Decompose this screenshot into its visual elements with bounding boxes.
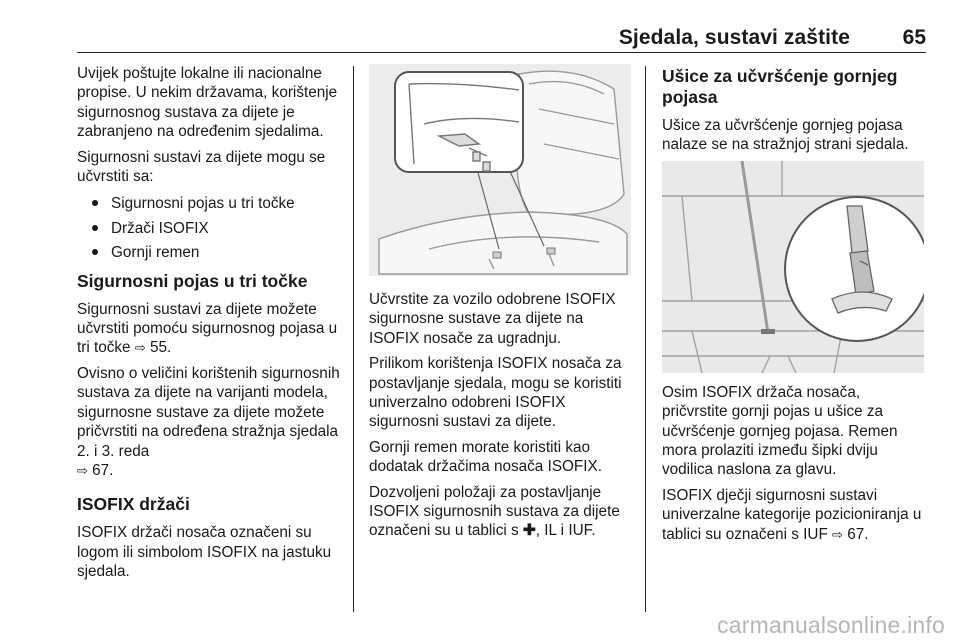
heading-isofix-brackets: ISOFIX držači [77,494,190,515]
plus-symbol-icon: ✚ [522,522,536,540]
column-divider-right [645,66,646,612]
top-tether-illustration [662,161,924,373]
header-rule [77,52,926,53]
paragraph-iuf-category: ISOFIX dječji sigurnosni sustavi univerzalne kategorije pozicioniranja u tablici su označeni s IUF ⇨ 67. [662,486,922,543]
paragraph-seat-variants: Ovisno o veličini korištenih sigurnosnih sustava za dijete na varijanti modela, sigurnosne sustave za dijete možete pričvrstiti na određena stražnja sjedala 2. i 3. reda ⇨ 67. [77,364,340,479]
paragraph-top-tether: Gornji remen morate koristiti kao dodatak držačima nosača ISOFIX. [369,438,602,476]
paragraph-isofix-logo: ISOFIX držači nosača označeni su logom ili simbolom ISOFIX na jastuku sjedala. [77,524,332,581]
page-reference-arrow-icon: ⇨ [832,526,843,542]
column-2 [369,64,637,547]
page-reference-arrow-icon: ⇨ [77,462,88,478]
list-item: Sigurnosni pojas u tri točke [77,194,345,213]
column-1 [77,64,345,588]
list-item: Držači ISOFIX [77,219,345,238]
page-reference-link[interactable]: 55. [149,339,172,357]
heading-top-tether-eyes: Ušice za učvršćenje gornjeg pojasa [662,66,898,107]
page-number: 65 [902,26,926,49]
isofix-seat-illustration [369,64,631,276]
paragraph-three-point-belt: Sigurnosni sustavi za dijete možete učvrstiti pomoću sigurnosnog pojasa u tri točke ⇨ 55. [77,300,338,357]
list-item: Gornji remen [77,243,345,262]
column-3 [662,64,928,550]
column-divider-left [353,66,354,612]
page-reference-link[interactable]: 67. [92,461,114,479]
page-reference-arrow-icon: ⇨ [134,340,146,356]
page-header-title: Sjedala, sustavi zaštite [618,26,850,49]
paragraph-permitted-positions: Dozvoljeni položaji za postavljanje ISOFIX sigurnosnih sustava za dijete označeni su u tablici s ✚, IL i IUF. [369,483,620,540]
page-reference-link[interactable]: 67. [847,525,869,543]
fixing-methods-list [77,194,345,262]
paragraph-tether-location: Ušice za učvršćenje gornjeg pojasa nalaze se na stražnjoj strani sjedala. [662,117,909,154]
heading-three-point-belt: Sigurnosni pojas u tri točke [77,270,308,291]
tether-anchor [761,329,775,334]
paragraph-attach-tether: Osim ISOFIX držača nosača, pričvrstite gornji pojas u ušice za učvršćenje gornjeg pojasa. Remen mora prolaziti između šipki dviju vodilica naslona za glavu. [662,383,898,479]
seat-backrest [516,71,624,215]
paragraph-approved-isofix: Učvrstite za vozilo odobrene ISOFIX sigurnosne sustave za dijete na ISOFIX nosače za ugradnju. [369,291,616,347]
paragraph-universal-isofix: Prilikom korištenja ISOFIX nosača za postavljanje sjedala, mogu se koristiti univerzalno odobreni ISOFIX sigurnosni sustavi za dijete. [369,355,622,431]
paragraph-local-regulations: Uvijek poštujte lokalne ili nacionalne propise. U nekim državama, korištenje sigurnosnog sustava za dijete je zabranjeno na određenim sjedalima. [77,65,338,141]
site-watermark: carmanualsonline.info [717,612,945,638]
paragraph-fixing-methods: Sigurnosni sustavi za dijete mogu se učvrstiti sa: [77,148,326,186]
